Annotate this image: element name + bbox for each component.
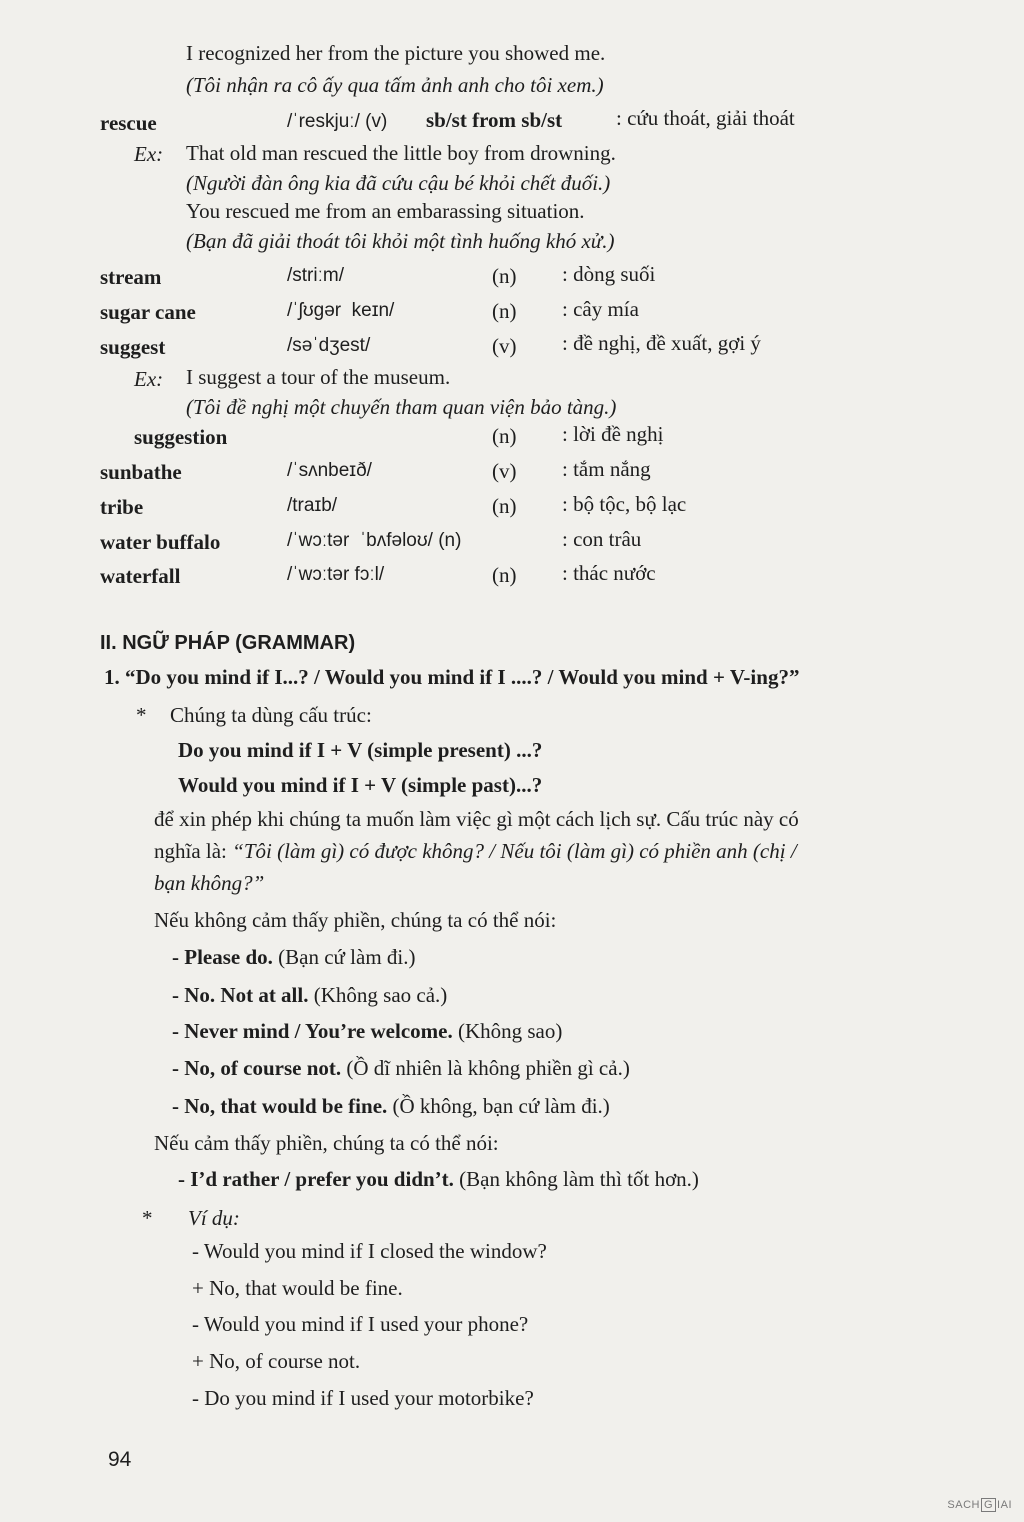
example-sentence: That old man rescued the little boy from drowning. [186,141,616,165]
response-phrase: - Please do. [172,945,273,969]
response-translation: (Không sao cả.) [308,983,448,1007]
vocab-ipa-tribe: /traɪb/ [287,495,338,516]
example-translation: (Bạn đã giải thoát tôi khỏi một tình huống khó xử.) [186,229,615,253]
grammar-text: nghĩa là: [154,839,233,863]
vocab-word-suggest: suggest [100,335,166,359]
vocab-word-rescue: rescue [100,111,157,135]
structure-formula: Would you mind if I + V (simple past)...? [178,773,543,797]
vocab-pattern-rescue: sb/st from sb/st [426,108,563,132]
vocab-meaning-suggestion: : lời đề nghị [562,422,664,446]
vocab-pos-sugar-cane: (n) [492,299,517,323]
example-translation: (Tôi đề nghị một chuyến tham quan viện bảo tàng.) [186,395,617,419]
example-translation: (Người đàn ông kia đã cứu cậu bé khỏi chết đuối.) [186,171,611,195]
vocab-ipa-water-buffalo: /ˈwɔːtər ˈbʌfəloʊ/ (n) [287,530,462,551]
watermark-logo: SACH G IAI [947,1499,1012,1511]
response-translation: (Bạn cứ làm đi.) [272,945,416,969]
vocab-meaning-stream: : dòng suối [562,262,656,286]
grammar-text: Nếu cảm thấy phiền, chúng ta có thể nói: [154,1131,499,1155]
dialogue-line: - Would you mind if I used your phone? [192,1312,529,1336]
response-translation: (Bạn không làm thì tốt hơn.) [453,1167,699,1191]
example-label: Ex: [134,142,164,166]
vocab-pos-sunbathe: (v) [492,459,517,483]
vocab-meaning-tribe: : bộ tộc, bộ lạc [562,492,687,516]
response-item [172,1018,562,1044]
bullet-star: * [142,1206,153,1230]
vocab-word-tribe: tribe [100,495,144,519]
response-item [178,1166,699,1192]
grammar-text [154,838,797,864]
vocab-pos-tribe: (n) [492,494,517,518]
response-translation: (Không sao) [452,1019,563,1043]
intro-translation: (Tôi nhận ra cô ấy qua tấm ảnh anh cho tôi xem.) [186,73,604,97]
response-item [172,1055,630,1081]
section-heading: II. NGỮ PHÁP (GRAMMAR) [100,632,356,654]
response-phrase: - I’d rather / prefer you didn’t. [178,1167,454,1191]
bullet-star: * [136,703,147,727]
example-sentence: You rescued me from an embarassing situation. [186,199,585,223]
response-translation: (Ồ không, bạn cứ làm đi.) [387,1094,610,1118]
vocab-ipa-waterfall: /ˈwɔːtər fɔːl/ [287,564,385,585]
vocab-ipa-rescue: /ˈreskjuː/ (v) [287,111,388,132]
vocab-ipa-sunbathe: /ˈsʌnbeɪð/ [287,460,372,481]
response-phrase: - Never mind / You’re welcome. [172,1019,453,1043]
dialogue-line: - Do you mind if I used your motorbike? [192,1386,534,1410]
response-phrase: - No. Not at all. [172,983,309,1007]
vocab-meaning-waterfall: : thác nước [562,561,656,585]
vocab-meaning-water-buffalo: : con trâu [562,527,642,551]
grammar-meaning: “Tôi (làm gì) có được không? / Nếu tôi (làm gì) có phiền anh (chị / [232,839,797,863]
response-translation: (Ồ dĩ nhiên là không phiền gì cả.) [341,1056,630,1080]
dialogue-line: + No, of course not. [192,1349,361,1373]
response-item [172,1093,610,1119]
vocab-word-water-buffalo: water buffalo [100,530,221,554]
response-phrase: - No, of course not. [172,1056,342,1080]
vocab-word-suggestion: suggestion [134,425,228,449]
structure-formula: Do you mind if I + V (simple present) ...? [178,738,543,762]
vocab-word-stream: stream [100,265,162,289]
vocab-ipa-suggest: /səˈdʒest/ [287,335,371,356]
dialogue-line: - Would you mind if I closed the window? [192,1239,547,1263]
page-number: 94 [108,1448,132,1471]
example-label: Ex: [134,367,164,391]
vocab-meaning-suggest: : đề nghị, đề xuất, gợi ý [562,331,761,355]
bleed-through-text [820,40,825,61]
intro-sentence: I recognized her from the picture you showed me. [186,41,606,65]
vocab-ipa-sugar-cane: /ˈʃʊgər keɪn/ [287,300,395,321]
grammar-meaning: bạn không?” [154,871,265,895]
grammar-point-title: 1. “Do you mind if I...? / Would you mind if I ....? / Would you mind + V-ing?” [104,665,800,689]
vocab-pos-stream: (n) [492,264,517,288]
vocab-pos-waterfall: (n) [492,563,517,587]
grammar-text: Nếu không cảm thấy phiền, chúng ta có thể nói: [154,908,557,932]
vocab-word-sugar-cane: sugar cane [100,300,196,324]
response-phrase: - No, that would be fine. [172,1094,388,1118]
dialogue-line: + No, that would be fine. [192,1276,403,1300]
response-item [172,944,416,970]
grammar-text: Chúng ta dùng cấu trúc: [170,703,372,727]
vocab-ipa-stream: /striːm/ [287,265,344,286]
example-heading: Ví dụ: [188,1206,240,1230]
vocab-pos-suggest: (v) [492,334,517,358]
vocab-meaning-sugar-cane: : cây mía [562,297,639,321]
vocab-meaning-sunbathe: : tắm nắng [562,457,651,481]
vocab-word-waterfall: waterfall [100,564,181,588]
vocab-pos-suggestion: (n) [492,424,517,448]
grammar-text: để xin phép khi chúng ta muốn làm việc gì một cách lịch sự. Cấu trúc này có [154,807,799,831]
vocab-word-sunbathe: sunbathe [100,460,182,484]
example-sentence: I suggest a tour of the museum. [186,365,451,389]
vocab-meaning-rescue: : cứu thoát, giải thoát [616,106,795,130]
response-item [172,982,447,1008]
